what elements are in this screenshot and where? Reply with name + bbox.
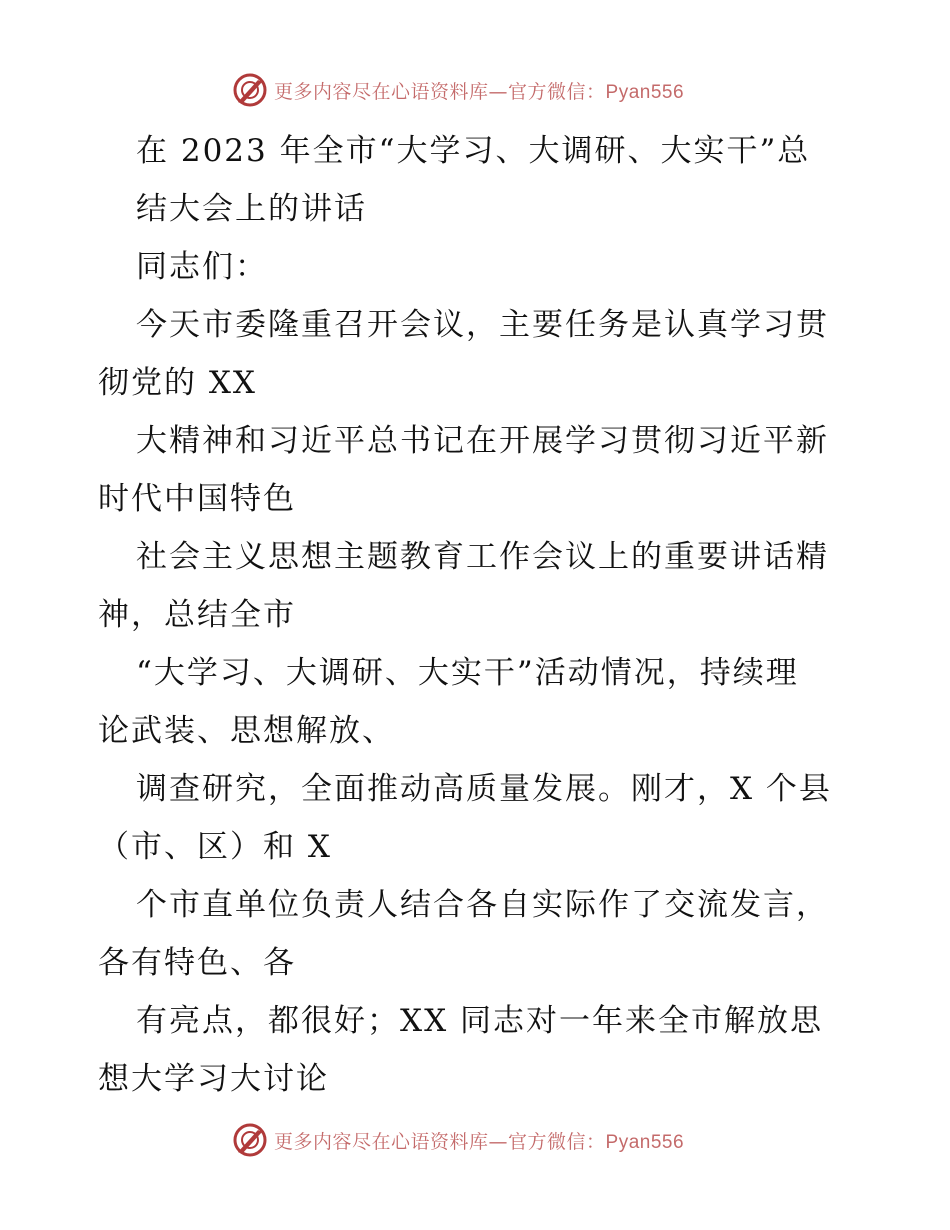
- watermark-footer: [232, 1120, 684, 1160]
- paragraph-line: 个市直单位负责人结合各自实际作了交流发言，: [136, 887, 829, 923]
- paragraph-line: 神，总结全市: [98, 597, 296, 633]
- paragraph-line: 社会主义思想主题教育工作会议上的重要讲话精: [136, 539, 829, 575]
- quill-circle-icon: [232, 72, 268, 108]
- watermark-text: 更多内容尽在心语资料库—官方微信：Pyan556: [274, 1130, 685, 1153]
- paragraph-line: 论武装、思想解放、: [98, 713, 395, 749]
- paragraph-line: 各有特色、各: [98, 945, 296, 981]
- paragraph-line: （市、区）和 X: [98, 829, 332, 865]
- paragraph-line: 想大学习大讨论: [98, 1061, 329, 1097]
- paragraph-line: 大精神和习近平总书记在开展学习贯彻习近平新: [136, 423, 829, 459]
- watermark-header: [232, 70, 684, 110]
- paragraph-line: 彻党的 XX: [98, 365, 257, 401]
- title-line-1: 在 2023 年全市“大学习、大调研、大实干”总: [136, 133, 811, 169]
- title-line-2: 结大会上的讲话: [136, 191, 367, 227]
- salutation: 同志们：: [136, 249, 268, 285]
- paragraph-line: 时代中国特色: [98, 481, 296, 517]
- paragraph-line: “大学习、大调研、大实干”活动情况，持续理: [136, 655, 799, 691]
- quill-circle-icon: [232, 1122, 268, 1158]
- paragraph-line: 有亮点，都很好；XX 同志对一年来全市解放思: [136, 1003, 823, 1039]
- watermark-text: 更多内容尽在心语资料库—官方微信：Pyan556: [274, 80, 685, 103]
- paragraph-line: 调查研究，全面推动高质量发展。刚才，X 个县: [136, 771, 832, 807]
- paragraph-line: 今天市委隆重召开会议，主要任务是认真学习贯: [136, 307, 829, 343]
- document-body: [98, 122, 858, 1108]
